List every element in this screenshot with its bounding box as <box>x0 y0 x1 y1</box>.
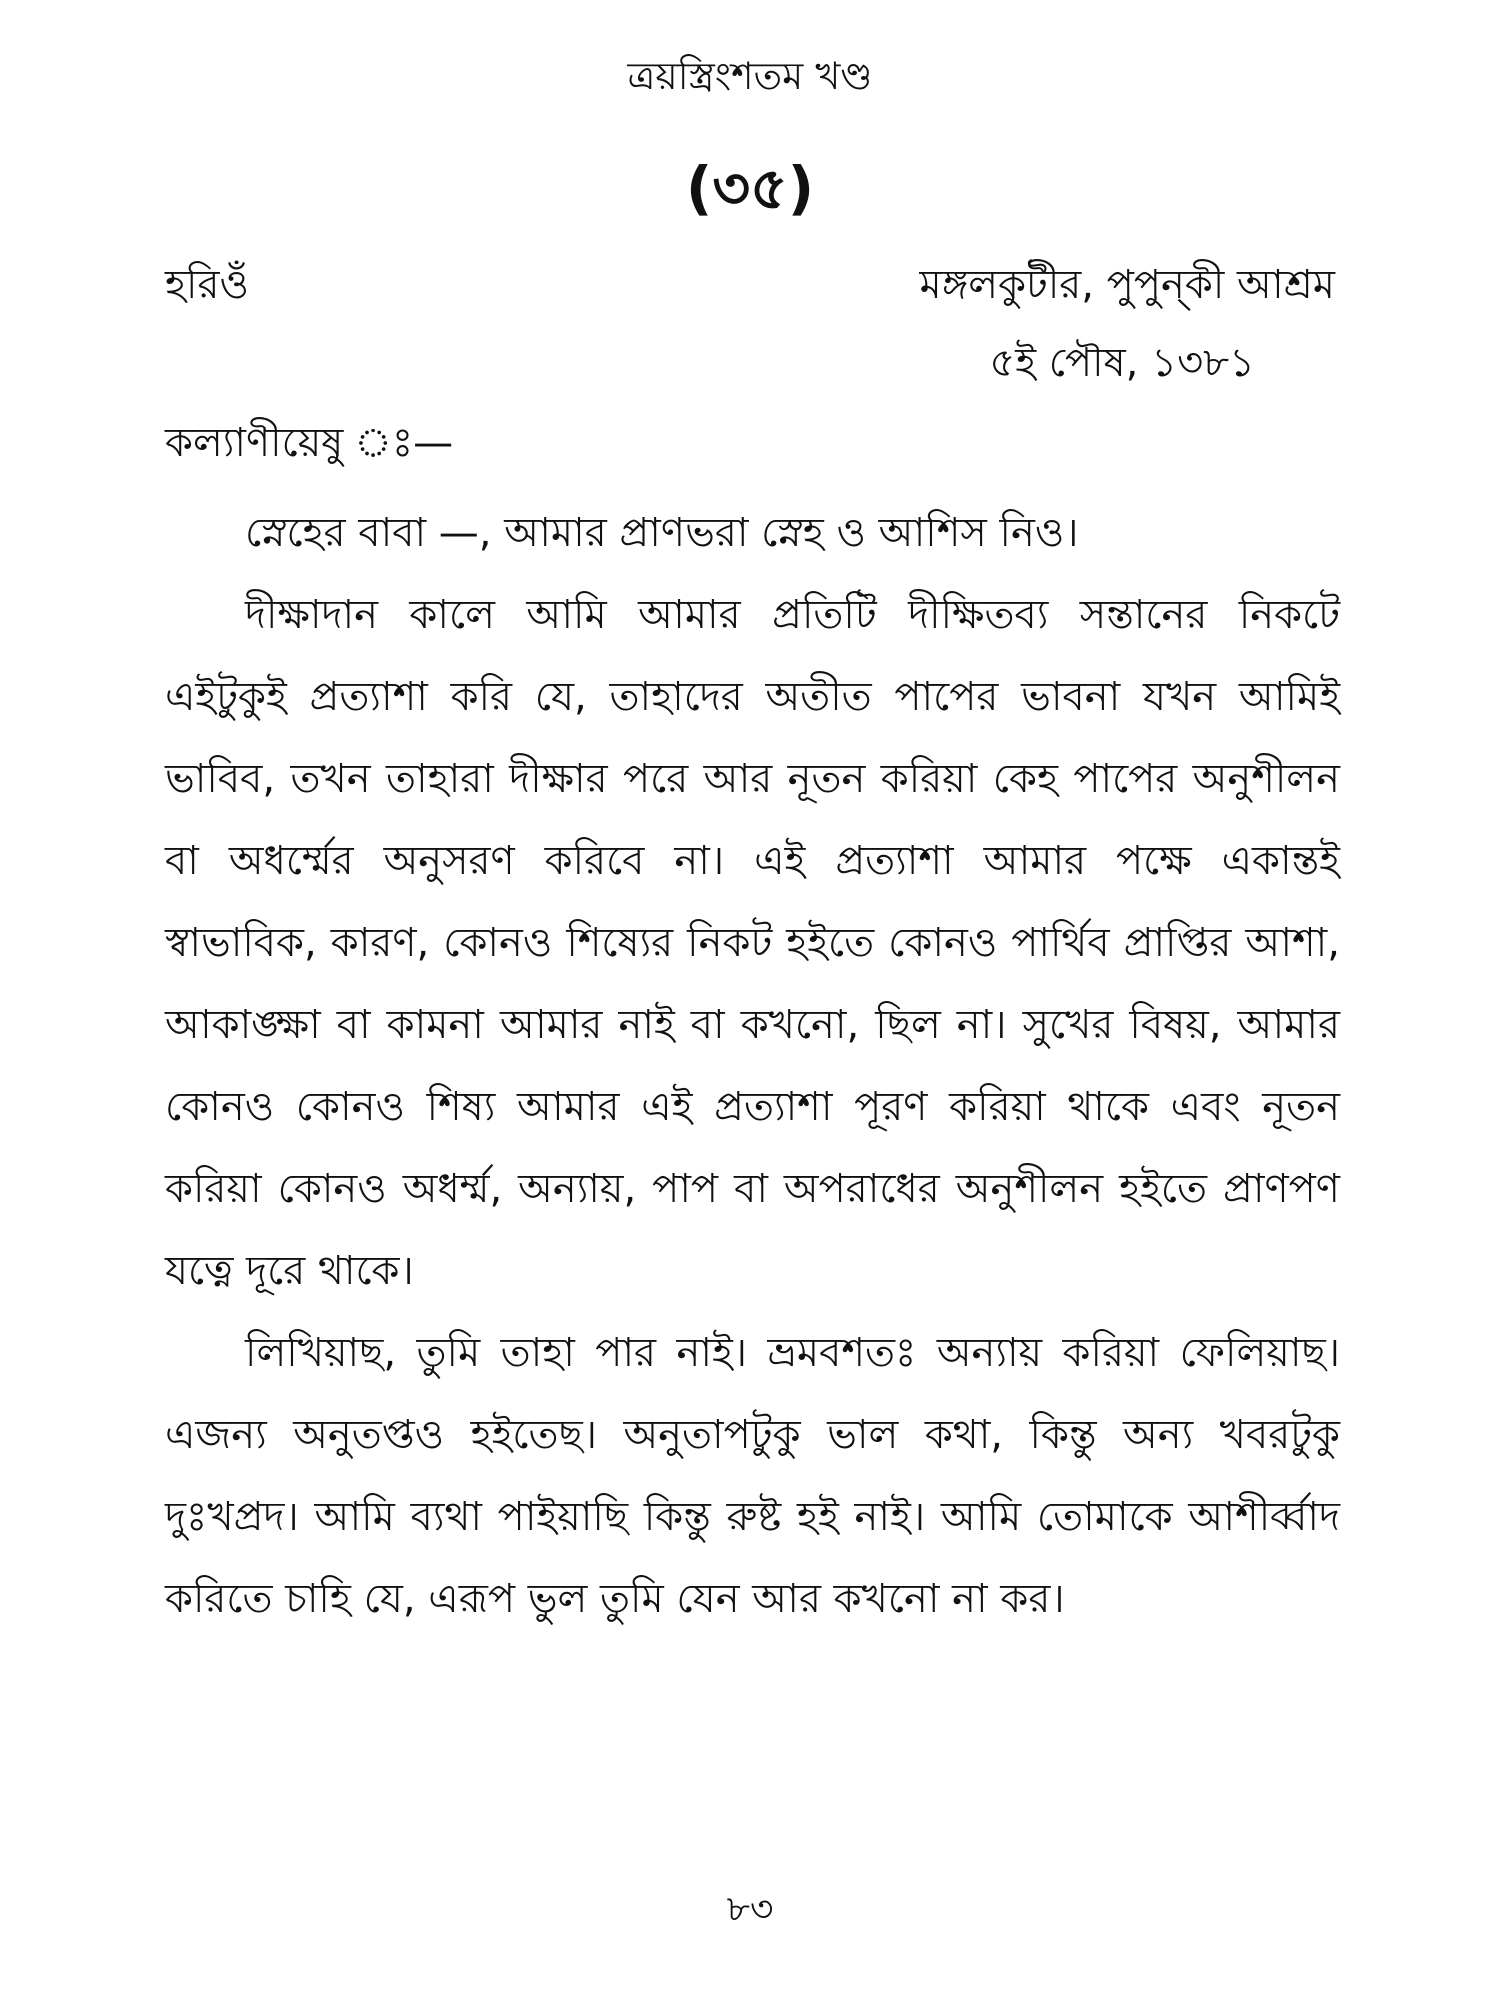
body-paragraph: দীক্ষাদান কালে আমি আমার প্রতিটি দীক্ষিতব্য সন্তানের নিকটে এইটুকুই প্রত্যাশা করি যে, তাহাদের অতীত পাপের ভাবনা যখন আমিই ভাবিব, তখন তাহারা দীক্ষার পরে আর নূতন করিয়া কেহ পাপের অনুশীলন বা অধর্ম্মের অনুসরণ করিবে না। এই প্রত্যাশা আমার পক্ষে একান্তই স্বাভাবিক, কারণ, কোনও শিষ্যের নিকট হইতে কোনও পার্থিব প্রাপ্তির আশা, আকাঙ্ক্ষা বা কামনা আমার নাই বা কখনো, ছিল না। সুখের বিষয়, আমার কোনও কোনও শিষ্য আমার এই প্রত্যাশা পূরণ করিয়া থাকে এবং নূতন করিয়া কোনও অধর্ম্ম, অন্যায়, পাপ বা অপরাধের অনুশীলন হইতে প্রাণপণ যত্নে দূরে থাকে। <box>165 592 1340 1294</box>
invocation: হরিওঁ <box>165 262 249 308</box>
letter-number: (৩৫) <box>685 154 815 222</box>
body-paragraph: লিখিয়াছ, তুমি তাহা পার নাই। ভ্রমবশতঃ অন্যায় করিয়া ফেলিয়াছ। এজন্য অনুতপ্তও হইতেছ। অনুতাপটুকু ভাল কথা, কিন্তু অন্য খবরটুকু দুঃখপ্রদ। আমি ব্যথা পাইয়াছি কিন্তু রুষ্ট হই নাই। আমি তোমাকে আশীর্ব্বাদ করিতে চাহি যে, এরূপ ভুল তুমি যেন আর কখনো না কর। <box>165 1330 1340 1622</box>
body-paragraph: স্নেহের বাবা —, আমার প্রাণভরা স্নেহ ও আশিস নিও। <box>245 510 1079 556</box>
volume-title: ত্রয়স্ত্রিংশতম খণ্ড <box>627 54 873 98</box>
page-number: ৮৩ <box>726 1889 774 1930</box>
sender-address: মঙ্গলকুটীর, পুপুন্‌কী আশ্রম <box>919 262 1335 308</box>
letter-date: ৫ই পৌষ, ১৩৮১ <box>989 340 1255 386</box>
letter-body <box>165 492 1340 1640</box>
addressee: কল্যাণীয়েষু ঃ— <box>165 420 454 466</box>
